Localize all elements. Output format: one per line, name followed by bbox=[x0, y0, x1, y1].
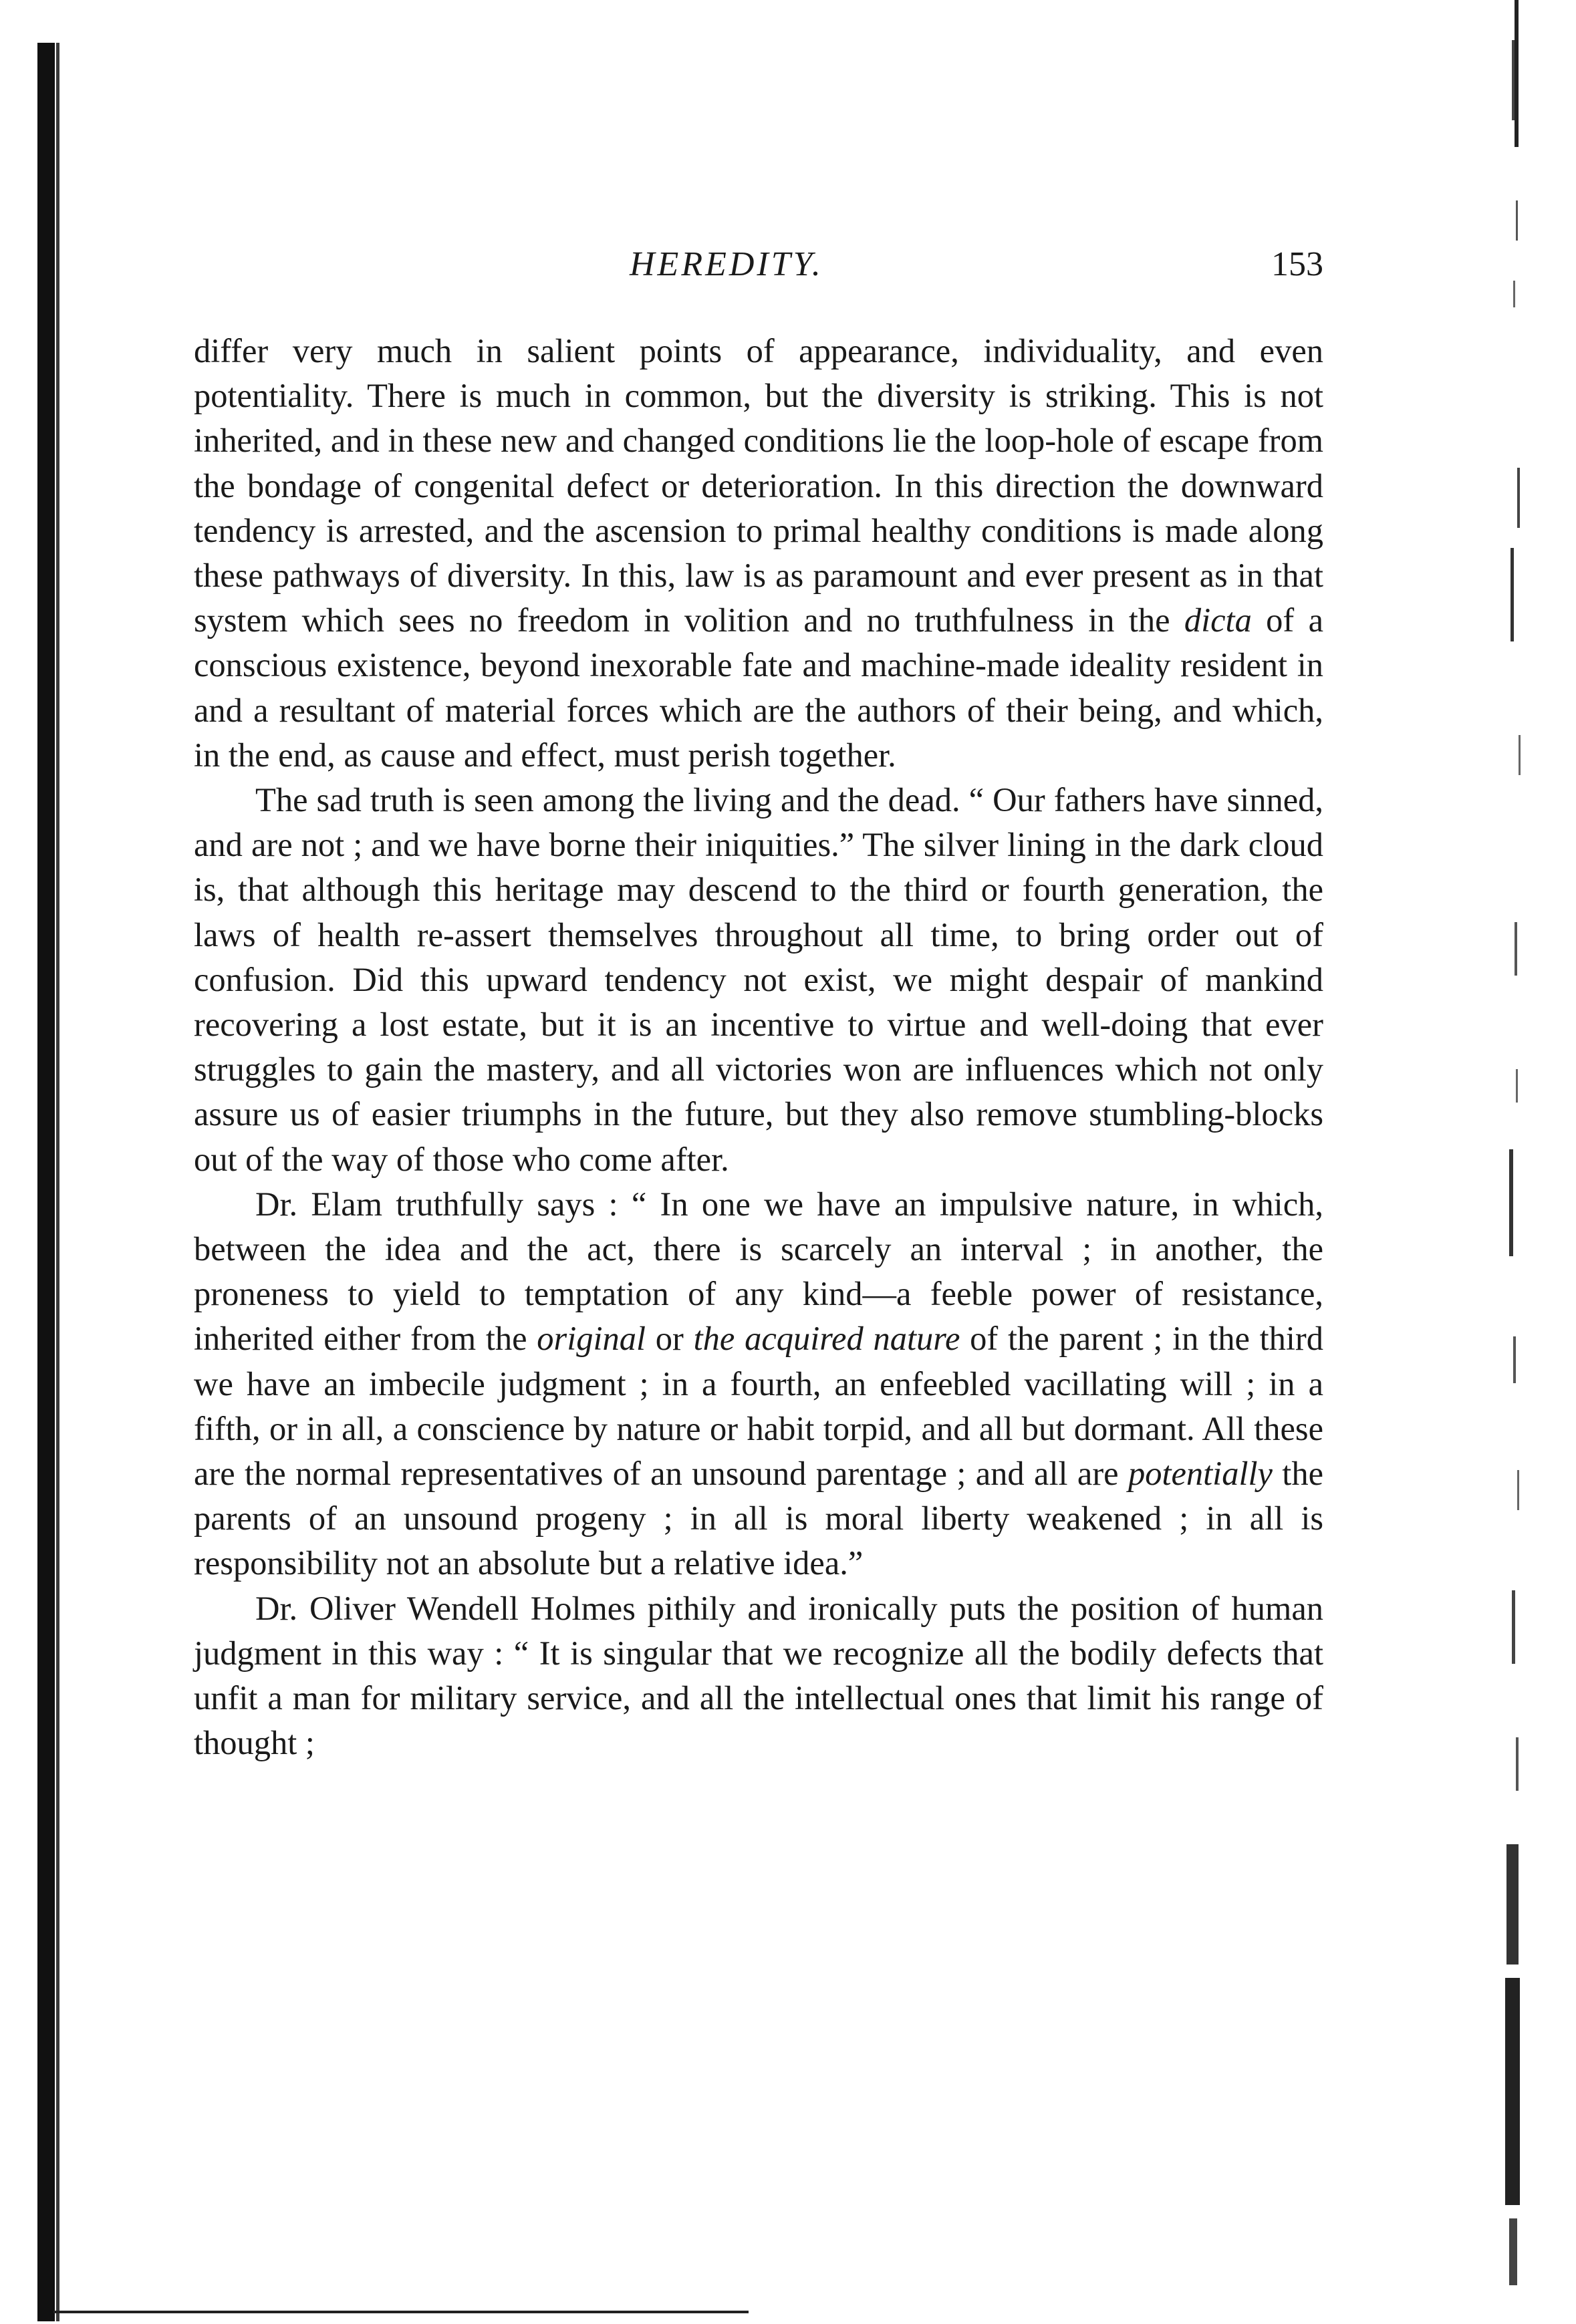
body-text bbox=[194, 329, 1323, 1766]
paragraph-4: Dr. Oliver Wendell Holmes pithily and ironically puts the position of human judgment in this way : “ It is singular that we recognize all the bodily defects that unfit a man for military service, and all the intellectual ones that limit his range of thought ; bbox=[194, 1589, 1323, 1762]
emphasis-potentially: potentially bbox=[1128, 1455, 1273, 1493]
emphasis-acquired-nature: the acquired nature bbox=[693, 1320, 960, 1358]
binding-shadow bbox=[37, 43, 55, 2321]
bottom-edge-rule bbox=[53, 2311, 749, 2313]
running-head: HEREDITY. bbox=[630, 245, 823, 283]
paragraph-1: differ very much in salient points of appearance, individuality, and even potentiality. There is much in common, but the diversity is striking. This is not inherited, and in these new and changed conditions lie the loop-hole of escape from the bondage of congenital defect or deterioration. In this direction the downward tendency is arrested, and the ascension to primal healthy conditions is made along these pathways of diversity. In this, law is as paramount and ever present as in that system which sees no freedom in volition and no truthfulness in the dicta of a conscious existence, beyond inexorable fate and machine-made ideality resident in and a resultant of material forces which are the authors of their being, and which, in the end, as cause and effect, must perish together. bbox=[194, 332, 1323, 774]
emphasis-original: original bbox=[537, 1320, 646, 1358]
paragraph-2: The sad truth is seen among the living and the dead. “ Our fathers have sinned, and are not ; and we have borne their iniquities.” The silver lining in the dark cloud is, that although this heritage may descend to the third or fourth generation, the laws of health re-assert themselves throughout all time, to bring order out of confusion. Did this upward tendency not exist, we might despair of mankind recovering a lost estate, but it is an incentive to virtue and well-doing that ever struggles to gain the mastery, and all victories won are influences which not only assure us of easier triumphs in the future, but they also remove stumbling-blocks out of the way of those who come after. bbox=[194, 781, 1323, 1178]
paragraph-3: Dr. Elam truthfully says : “ In one we have an impulsive nature, in which, between the idea and the act, there is scarcely an interval ; in another, the proneness to yield to temptation of any kind—a feeble power of resistance, inherited either from the original or the acquired nature of the parent ; in the third we have an imbecile judgment ; in a fourth, an enfeebled vacillating will ; in a fifth, or in all, a conscience by nature or habit torpid, and all but dormant. All these are the normal representatives of an unsound parentage ; and all are potentially the parents of an unsound progeny ; in all is moral liberty weakened ; in all is responsibility not an absolute but a relative idea.” bbox=[194, 1185, 1323, 1582]
binding-shadow-edge bbox=[56, 43, 59, 2321]
emphasis-dicta: dicta bbox=[1184, 601, 1252, 639]
page-number: 153 bbox=[1271, 245, 1323, 283]
right-edge-scan-noise bbox=[1502, 0, 1576, 2324]
page-header bbox=[194, 245, 1323, 298]
